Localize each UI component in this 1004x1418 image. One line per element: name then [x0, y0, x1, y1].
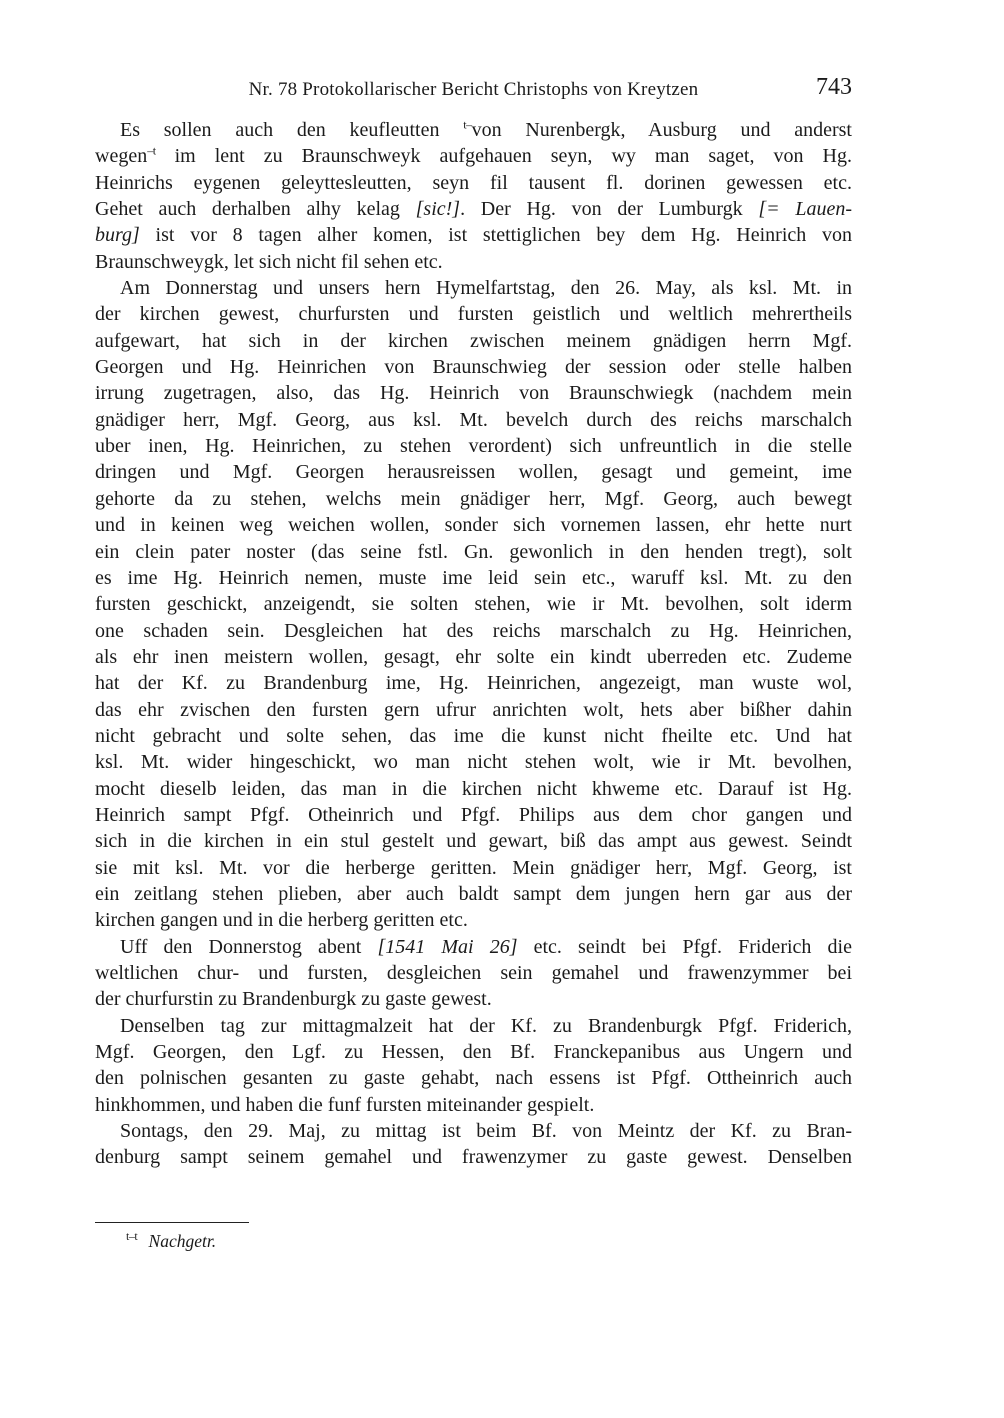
text-line [95, 117, 852, 143]
text-line [95, 407, 852, 433]
text-run: von Nurenbergk, Ausburg und anderst [471, 119, 852, 141]
text-line [95, 170, 852, 196]
text-run: Uff den Donnerstog abent [120, 935, 378, 958]
text-line [95, 354, 852, 380]
text-run: Braunschweygk, let sich nicht fil sehen etc. [95, 250, 443, 273]
text-line [95, 723, 852, 749]
text-line [95, 512, 852, 538]
editorial-note-text: [1541 Mai 26] [377, 935, 518, 958]
text-run: aufgewart, hat sich in der kirchen zwischen meinem gnädigen herrn Mgf. [95, 329, 852, 352]
page-header [95, 76, 852, 108]
text-run: Mgf. Georgen, den Lgf. zu Hessen, den Bf. Franckepanibus aus Ungern und [95, 1041, 852, 1064]
text-run: Sontags, den 29. Maj, zu mittag ist beim Bf. von Meintz der Kf. zu Bran- [120, 1120, 852, 1143]
text-run: wegen [95, 145, 148, 168]
editorial-note-marker: –t [147, 143, 156, 158]
text-line [95, 222, 852, 248]
footnote-section [95, 1222, 852, 1252]
text-line [95, 328, 852, 354]
editorial-note-text: burg] [95, 224, 140, 247]
text-line [95, 907, 852, 933]
running-title: Nr. 78 Protokollarischer Bericht Christophs von Kreytzen [248, 79, 699, 100]
text-run: nicht gebracht und solte sehen, das ime die kunst nicht fheilte etc. Und hat [95, 724, 852, 747]
text-run: irrung zugetragen, also, das Hg. Heinrich von Braunschwiegk (nachdem mein [95, 382, 852, 405]
text-line [95, 591, 852, 617]
paragraph [95, 275, 852, 934]
text-line [95, 143, 852, 169]
text-line [95, 644, 852, 670]
text-run: den polnischen gesanten zu gaste gehabt, nach essens ist Pfgf. Ottheinrich auch [95, 1067, 852, 1090]
text-run: der kirchen gewest, churfursten und fursten geistlich und weltlich mehrertheils [95, 303, 852, 326]
text-line [95, 1065, 852, 1091]
text-run: es ime Hg. Heinrich nemen, muste ime leid sein etc., waruff ksl. Mt. zu den [95, 566, 852, 589]
text-line [95, 486, 852, 512]
footnote-rule [95, 1222, 249, 1223]
text-line [95, 855, 852, 881]
text-run: das ehr zvischen den fursten gern ufrur anrichten wolt, hets aber bißher dahin [95, 698, 852, 721]
footnote-marker: t–t [126, 1229, 138, 1244]
text-run: denburg sampt seinem gemahel und frawenzymer zu gaste gewest. Denselben [95, 1146, 852, 1169]
text-line [95, 275, 852, 301]
text-line [95, 934, 852, 960]
text-run: ksl. Mt. wider hingeschickt, wo man nicht stehen wolt, wie ir Mt. bevolhen, [95, 751, 852, 774]
text-line [95, 1092, 852, 1118]
editorial-note-text: [sic!] [415, 198, 461, 221]
text-line [95, 459, 852, 485]
text-run: Heinrich sampt Pfgf. Otheinrich und Pfgf. Philips aus dem chor gangen und [95, 803, 852, 826]
text-run: der churfurstin zu Brandenburgk zu gaste gewest. [95, 988, 492, 1011]
text-run: gnädiger herr, Mgf. Georg, aus ksl. Mt. bevelch durch des reichs marschalch [95, 408, 852, 431]
text-run: uber inen, Hg. Heinrichen, zu stehen verordent) sich unfreuntlich in die stelle [95, 435, 852, 458]
text-line [95, 749, 852, 775]
text-run: gehorte da zu stehen, welchs mein gnädiger herr, Mgf. Georg, auch bewegt [95, 487, 852, 510]
text-line [95, 986, 852, 1012]
text-line [95, 565, 852, 591]
text-run: Georgen und Hg. Heinrichen von Braunschwieg der session oder stelle halben [95, 356, 852, 379]
text-line [95, 249, 852, 275]
text-line [95, 802, 852, 828]
text-line [95, 1118, 852, 1144]
text-run: Gehet auch derhalben alhy kelag [95, 198, 416, 221]
text-run: sich in die kirchen in ein stul gestelt und gewart, biß das ampt aus gewest. Seindt [95, 830, 852, 853]
text-line [95, 881, 852, 907]
text-run: kirchen gangen und in die herberg geritten etc. [95, 909, 468, 932]
text-run: ein clein pater noster (das seine fstl. Gn. gewonlich in den henden tregt), solt [95, 540, 852, 563]
paragraph [95, 1118, 852, 1171]
text-line [95, 1013, 852, 1039]
text-run: one schaden sein. Desgleichen hat des reichs marschalch zu Hg. Heinrichen, [95, 619, 852, 642]
text-line [95, 539, 852, 565]
text-run: Denselben tag zur mittagmalzeit hat der Kf. zu Brandenburgk Pfgf. Friderich, [120, 1014, 852, 1037]
text-line [95, 1144, 852, 1170]
paragraph [95, 1013, 852, 1118]
text-line [95, 776, 852, 802]
text-run: weltlichen chur- und fursten, desgleichen sein gemahel und frawenzymmer bei [95, 962, 852, 984]
footnote-text: Nachgetr. [148, 1231, 217, 1251]
page-number: 743 [816, 74, 852, 100]
text-line [95, 433, 852, 459]
text-run: etc. seindt bei Pfgf. Friderich die [517, 935, 852, 958]
text-line [95, 697, 852, 723]
text-line [95, 828, 852, 854]
text-run: und in keinen weg weichen wollen, sonder sich vornemen lassen, ehr hette nurt [95, 514, 852, 537]
paragraph [95, 934, 852, 1013]
text-run: im lent zu Braunschweyk aufgehauen seyn, wy man saget, von Hg. [155, 145, 852, 168]
text-run: . Der Hg. von der Lumburgk [460, 198, 759, 221]
text-line [95, 618, 852, 644]
editorial-note-text: [= Lauen- [758, 198, 852, 221]
text-run: mocht dieselb leiden, das man in die kirchen nicht khweme etc. Darauf ist Hg. [95, 777, 852, 800]
text-line [95, 960, 852, 986]
footnote [95, 1230, 852, 1252]
text-run: Am Donnerstag und unsers hern Hymelfartstag, den 26. May, als ksl. Mt. in [120, 277, 852, 300]
text-line [95, 301, 852, 327]
text-run: hinkhommen, und haben die funf fursten miteinander gespielt. [95, 1093, 595, 1116]
text-run: dringen und Mgf. Georgen herausreissen wollen, gesagt und gemeint, ime [95, 461, 852, 484]
text-line [95, 380, 852, 406]
text-line [95, 670, 852, 696]
text-run: fursten geschickt, anzeigendt, sie solten stehen, wie ir Mt. bevolhen, solt iderm [95, 593, 852, 616]
text-run: hat der Kf. zu Brandenburg ime, Hg. Heinrichen, angezeigt, man wuste wol, [95, 672, 852, 695]
text-run: ein zeitlang stehen plieben, aber auch baldt sampt dem jungen hern gar aus der [95, 882, 852, 905]
text-run: sie mit ksl. Mt. vor die herberge geritten. Mein gnädiger herr, Mgf. Georg, ist [95, 856, 852, 879]
text-run: ist vor 8 tagen alher komen, ist stettiglichen bey dem Hg. Heinrich von [139, 224, 852, 247]
editorial-note-marker: t– [463, 117, 472, 132]
paragraph [95, 117, 852, 275]
text-line [95, 1039, 852, 1065]
text-run: Heinrichs eygenen geleyttesleutten, seyn fil tausent fl. dorinen gewessen etc. [95, 171, 852, 194]
text-block [95, 117, 852, 1171]
text-run: als ehr inen meistern wollen, gesagt, ehr solte ein kindt uberreden etc. Zudeme [95, 645, 852, 668]
text-line [95, 196, 852, 222]
text-run: Es sollen auch den keufleutten [120, 119, 464, 141]
